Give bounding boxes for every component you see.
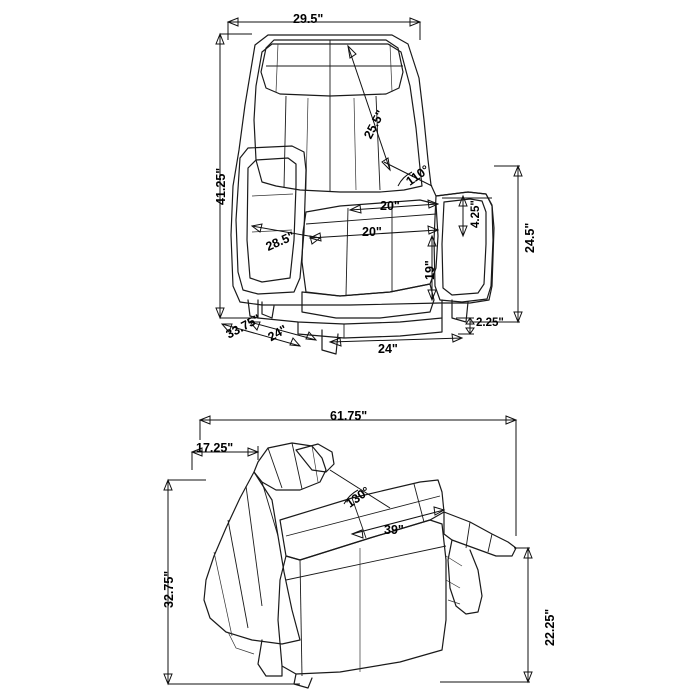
dim-label-width-top: 29.5" bbox=[293, 12, 324, 26]
dim-label-base-depth: 24" bbox=[265, 322, 290, 345]
reclined-chair-illustration bbox=[204, 443, 516, 688]
upright-chair-illustration bbox=[231, 35, 494, 354]
dim-label-backrest-length: 25.5" bbox=[361, 107, 388, 142]
dim-label-reclined-length: 61.75" bbox=[330, 409, 368, 423]
dim-label-back-angle: 110° bbox=[403, 162, 433, 189]
dim-label-seat-height: 19" bbox=[423, 260, 437, 280]
dim-label-reclined-height: 32.75" bbox=[162, 570, 176, 608]
dim-label-arm-width: 4.25" bbox=[470, 200, 482, 228]
dim-label-depth-overall: 33.75" bbox=[223, 311, 263, 342]
dim-label-seat-width: 20" bbox=[362, 225, 382, 239]
dim-label-seat-height-right: 24.5" bbox=[523, 222, 537, 253]
dim-label-footrest-height: 22.25" bbox=[543, 608, 557, 646]
dim-label-seat-depth-top: 20" bbox=[380, 199, 400, 213]
reclined-view-dimensions bbox=[164, 416, 532, 684]
dim-label-seat-to-footrest: 39" bbox=[384, 523, 404, 537]
dim-label-recline-angle: 130° bbox=[343, 483, 373, 511]
dim-label-base-width: 24" bbox=[378, 342, 398, 356]
dim-label-arm-length: 28.5" bbox=[263, 228, 297, 254]
dim-label-back-height: 41.25" bbox=[214, 167, 228, 205]
dim-label-leg-height: 2.25" bbox=[476, 317, 504, 329]
dim-label-headrest-length: 17.25" bbox=[196, 441, 234, 455]
